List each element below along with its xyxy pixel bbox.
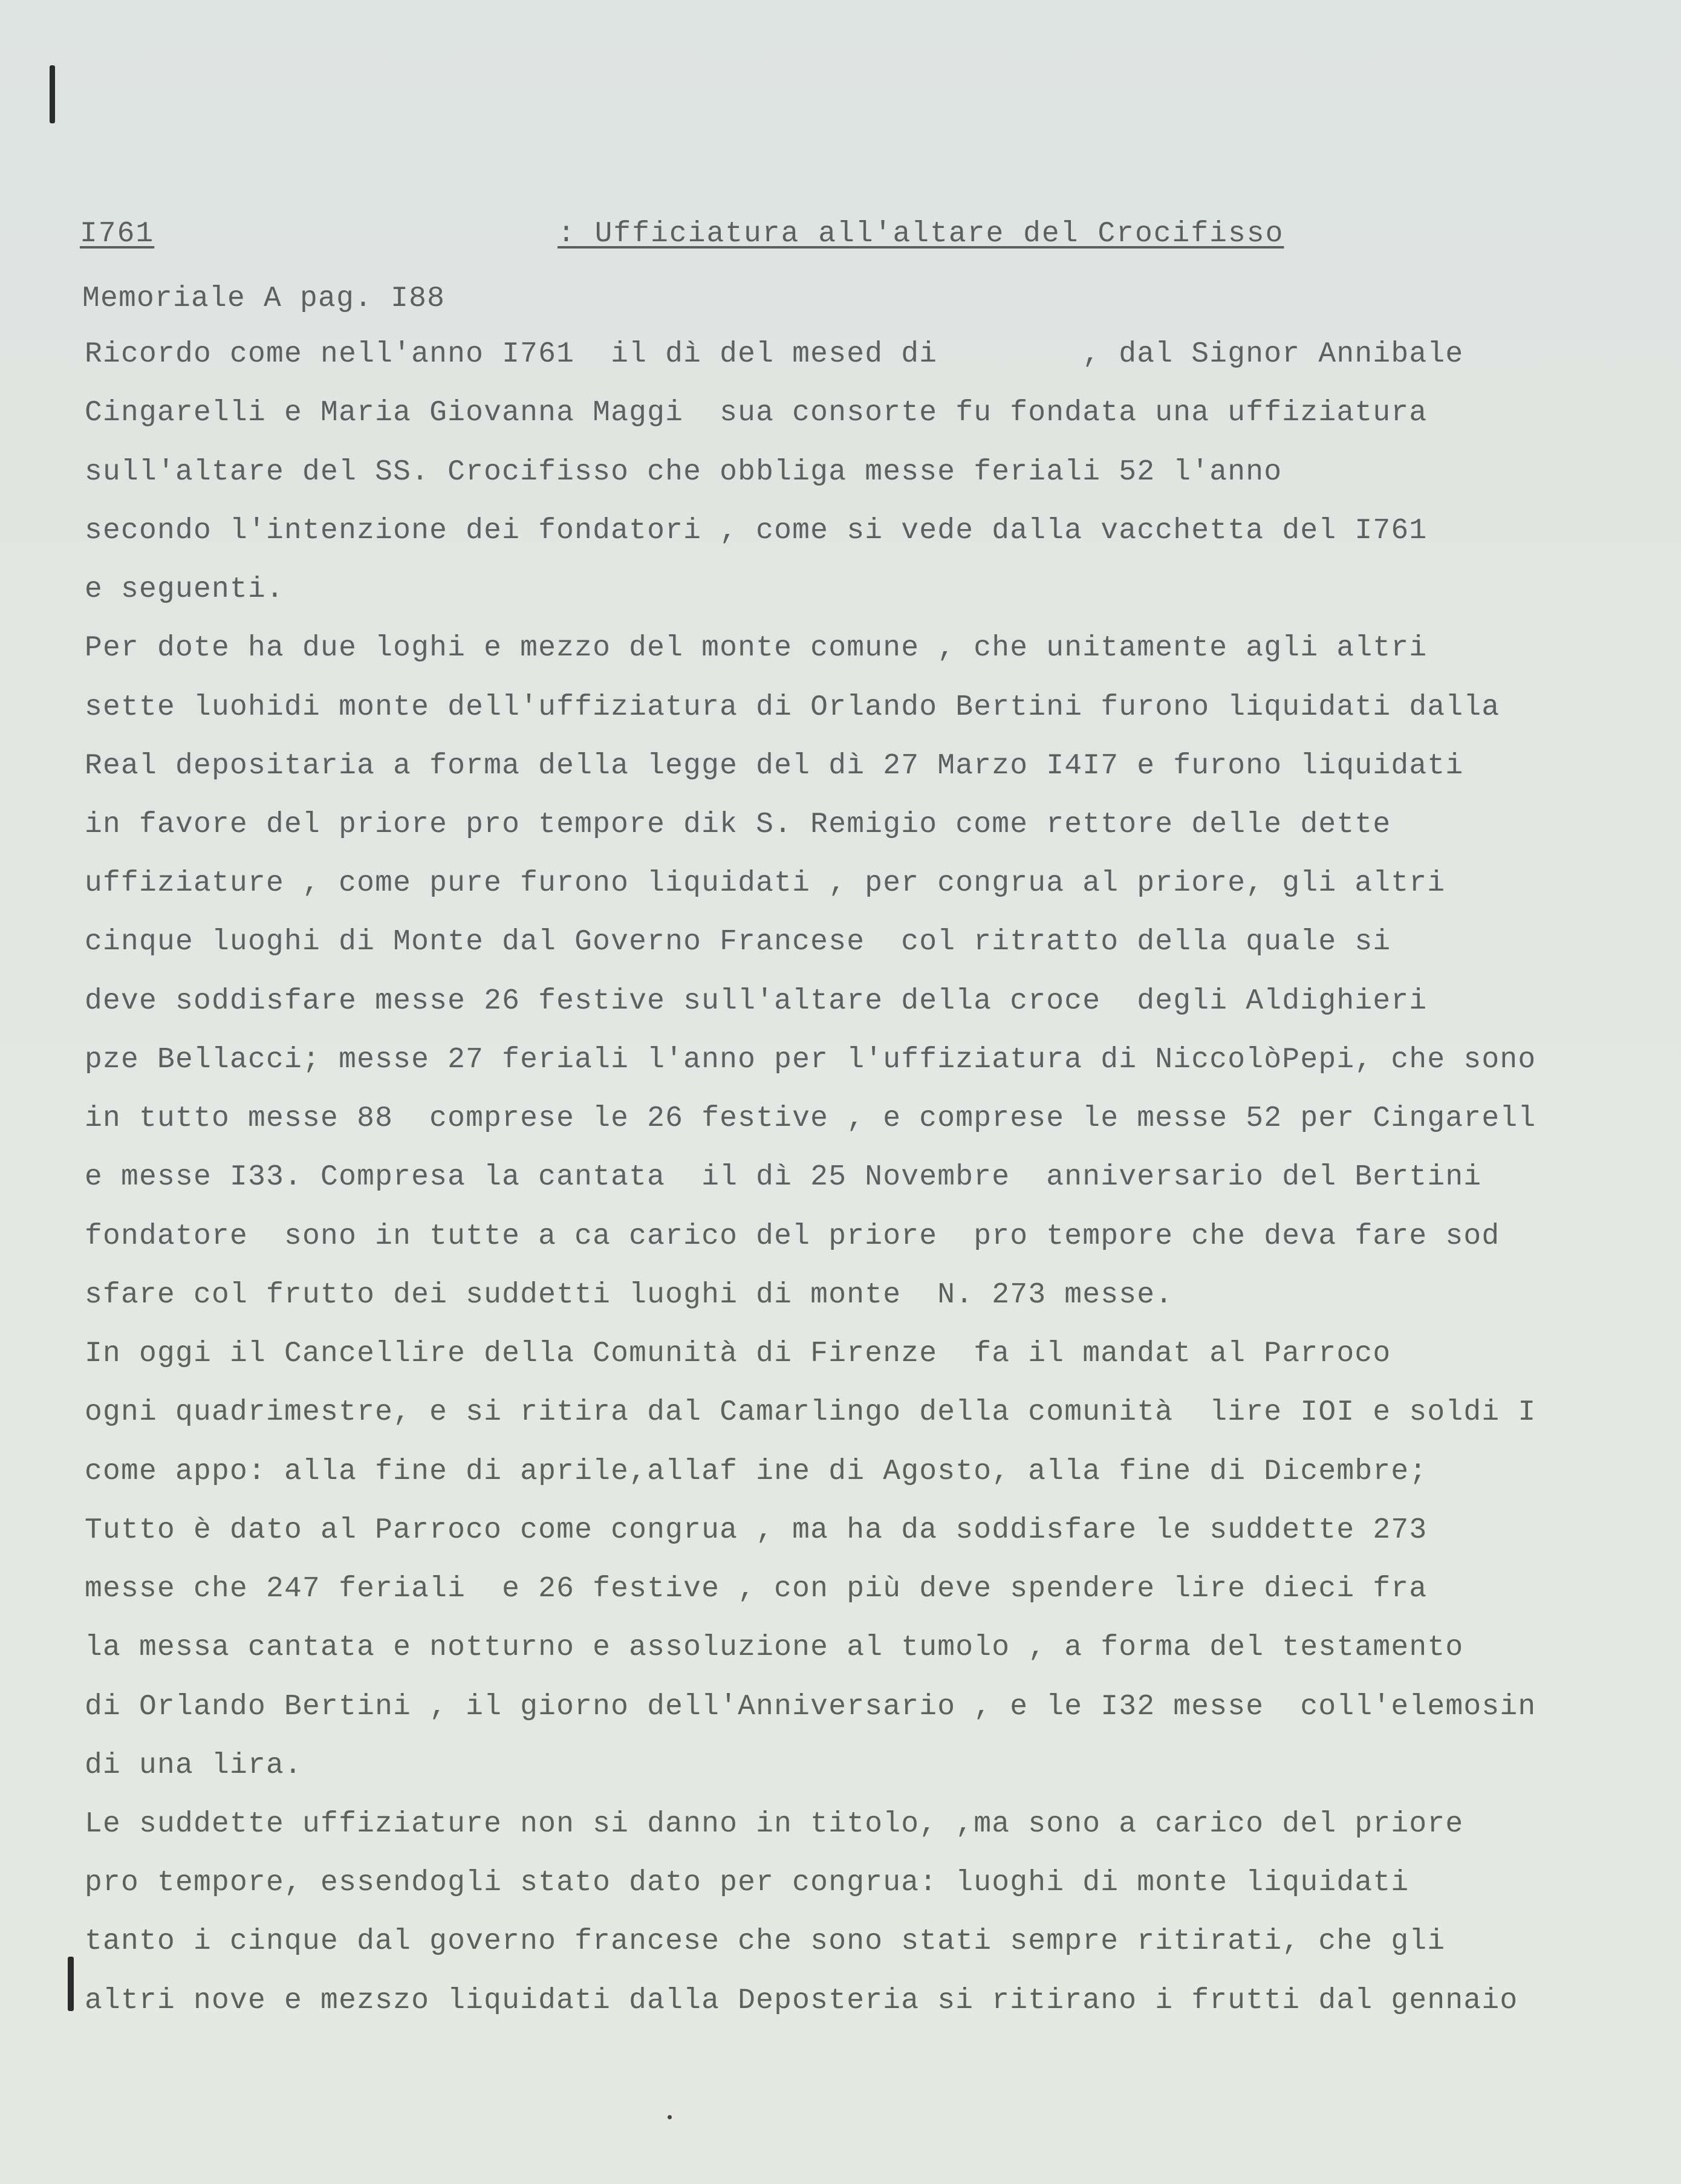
text-line: deve soddisfare messe 26 festive sull'altare della croce degli Aldighieri bbox=[85, 985, 1428, 1018]
header-title: : Ufficiatura all'altare del Crocifisso bbox=[558, 218, 1284, 250]
text-line: tanto i cinque dal governo francese che sono stati sempre ritirati, che gli bbox=[85, 1925, 1446, 1958]
text-line: in tutto messe 88 comprese le 26 festive , e comprese le messe 52 per Cingarell bbox=[85, 1102, 1536, 1135]
text-line: fondatore sono in tutte a ca carico del priore pro tempore che deva fare sod bbox=[85, 1220, 1500, 1253]
text-line: Le suddette uffiziature non si danno in titolo, ,ma sono a carico del priore bbox=[85, 1808, 1464, 1841]
header-year: I761 bbox=[80, 218, 155, 250]
text-line: uffiziature , come pure furono liquidati , per congrua al priore, gli altri bbox=[85, 867, 1446, 900]
text-line: Tutto è dato al Parroco come congrua , ma ha da soddisfare le suddette 273 bbox=[85, 1514, 1428, 1547]
text-line: ogni quadrimestre, e si ritira dal Camarlingo della comunità lire IOI e soldi I bbox=[85, 1396, 1536, 1429]
text-line: e messe I33. Compresa la cantata il dì 25 Novembre anniversario del Bertini bbox=[85, 1161, 1482, 1194]
text-line: cinque luoghi di Monte dal Governo Francese col ritratto della quale si bbox=[85, 926, 1391, 958]
text-line: sette luohidi monte dell'uffiziatura di Orlando Bertini furono liquidati dalla bbox=[85, 691, 1500, 724]
text-line: di Orlando Bertini , il giorno dell'Anniversario , e le I32 messe coll'elemosin bbox=[85, 1691, 1536, 1723]
text-line: pro tempore, essendogli stato dato per congrua: luoghi di monte liquidati bbox=[85, 1867, 1410, 1899]
text-line: altri nove e mezszo liquidati dalla Deposteria si ritirano i frutti dal gennaio bbox=[85, 1984, 1518, 2017]
text-line: In oggi il Cancellire della Comunità di Firenze fa il mandat al Parroco bbox=[85, 1337, 1391, 1370]
text-line: sfare col frutto dei suddetti luoghi di monte N. 273 messe. bbox=[85, 1279, 1174, 1311]
text-line: pze Bellacci; messe 27 feriali l'anno per l'uffiziatura di NiccolòPepi, che sono bbox=[85, 1044, 1536, 1076]
ink-dot bbox=[668, 2115, 672, 2119]
text-line: in favore del priore pro tempore dik S. Remigio come rettore delle dette bbox=[85, 808, 1391, 841]
text-line: la messa cantata e notturno e assoluzione al tumolo , a forma del testamento bbox=[85, 1631, 1464, 1664]
text-line: secondo l'intenzione dei fondatori , come si vede dalla vacchetta del I761 bbox=[85, 515, 1428, 547]
text-line: Per dote ha due loghi e mezzo del monte comune , che unitamente agli altri bbox=[85, 632, 1428, 665]
text-line: Cingarelli e Maria Giovanna Maggi sua consorte fu fondata una uffiziatura bbox=[85, 397, 1428, 429]
memorial-reference: Memoriale A pag. I88 bbox=[82, 282, 446, 315]
text-line: di una lira. bbox=[85, 1749, 303, 1782]
document-header bbox=[80, 218, 1362, 254]
text-line: Real depositaria a forma della legge del dì 27 Marzo I4I7 e furono liquidati bbox=[85, 750, 1464, 782]
margin-mark-bottom bbox=[68, 1957, 74, 2011]
text-line: sull'altare del SS. Crocifisso che obbliga messe feriali 52 l'anno bbox=[85, 456, 1283, 489]
text-line: e seguenti. bbox=[85, 573, 285, 606]
text-line: come appo: alla fine di aprile,allaf ine di Agosto, alla fine di Dicembre; bbox=[85, 1455, 1428, 1488]
text-line: Ricordo come nell'anno I761 il dì del mesed di , dal Signor Annibale bbox=[85, 338, 1464, 371]
margin-mark-top bbox=[50, 65, 55, 123]
text-line: messe che 247 feriali e 26 festive , con più deve spendere lire dieci fra bbox=[85, 1573, 1428, 1605]
